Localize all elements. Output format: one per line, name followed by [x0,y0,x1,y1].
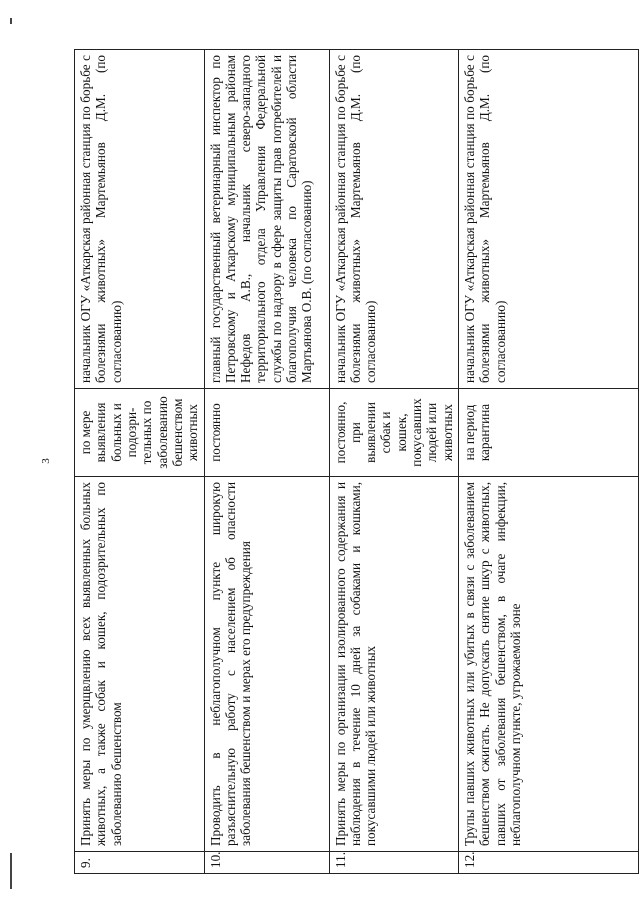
responsible-text: начальник ОГУ «Аткарская районная станция по борьбе с болезнями животных» Мартемьянов Д.М. (по согласованию) [459,50,639,389]
measure-text: Принять меры по организации изолированного содержания и наблюдения в течение 10 дней за собаками и кошками, покусавшими людей или животных [329,477,459,852]
table-row [459,50,639,874]
deadline-text: по мере выявления больных и подозри-тельных по заболеванию бешенством животных [75,389,205,477]
table-row [329,50,459,874]
measure-text: Проводить в неблагополучном пункте широкую разъяснительную работу с населением об опасности заболевания бешенством и мерах его предупреждения [204,477,329,852]
deadline-text: постоянно [204,389,329,477]
table-row [204,50,329,874]
measure-text: Принять меры по умерщвлению всех выявленных больных животных, а также собак и кошек, подозрительных по заболеванию бешенством [75,477,205,852]
binding-hole-mark [10,18,12,24]
row-number: 12. [459,852,639,874]
deadline-text: постоянно, при выявлении собак и кошек, покусавших людей или животных [329,389,459,477]
deadline-text: на период карантина [459,389,639,477]
responsible-text: главный государственный ветеринарный инспектор по Петровскому и Аткарскому муниципальным районам Нефедов А.В., начальник северо-западного территориального отдела Управления Федеральной службы по надзору в сфере защиты прав потребителей и благополучия человека по Саратовской области Мартьянова О.В. (по согласованию) [204,50,329,389]
rotated-table-area [74,50,629,874]
responsible-text: начальник ОГУ «Аткарская районная станция по борьбе с болезнями животных» Мартемьянов Д.М. (по согласованию) [329,50,459,389]
row-number: 10. [204,852,329,874]
row-number: 11. [329,852,459,874]
table-row [75,50,205,874]
binding-hole-mark [10,853,12,889]
measures-table [74,49,639,874]
measure-text: Трупы павших животных или убитых в связи с заболеванием бешенством сжигать. Не допускать снятие шкур с животных, павших от заболевания бешенством, в очаге инфекции, неблагополучном пункте, угрожаемой зоне [459,477,639,852]
responsible-text: начальник ОГУ «Аткарская районная станция по борьбе с болезнями животных» Мартемьянов Д.М. (по согласованию) [75,50,205,389]
row-number: 9. [75,852,205,874]
page-number: 3 [40,458,52,464]
